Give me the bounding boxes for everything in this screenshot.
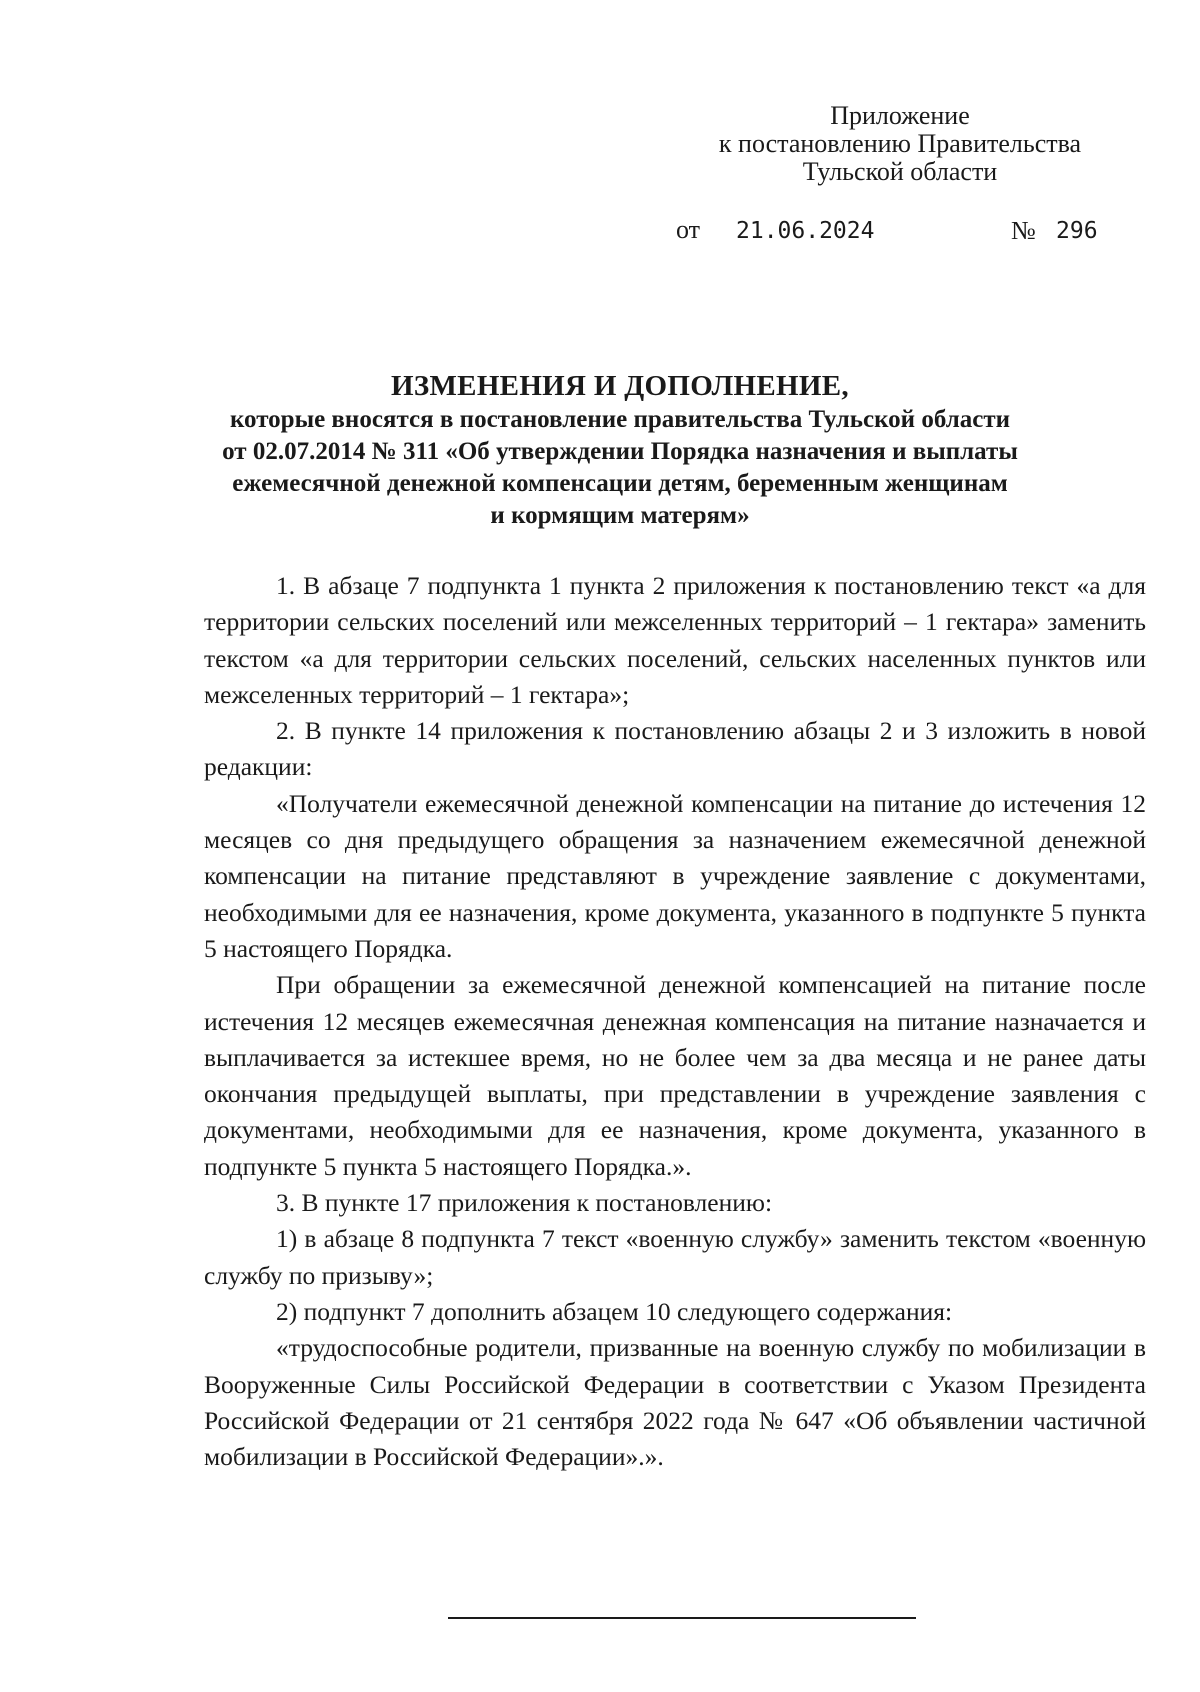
title-subtitle (160, 404, 1080, 532)
title-sub-line: от 02.07.2014 № 311 «Об утверждении Порядка назначения и выплаты (222, 438, 1018, 465)
appendix-line-3: Тульской области (802, 157, 998, 186)
body-paragraph: «Получатели ежемесячной денежной компенсации на питание до истечения 12 месяцев со дня предыдущего обращения за назначением ежемесячной денежной компенсации на питание представляют в учреждение заявление с документами, необходимыми для ее назначения, кроме документа, указанного в подпункте 5 пункта 5 настоящего Порядка. (204, 788, 1146, 963)
number-sign: № (1011, 216, 1036, 245)
document-date: 21.06.2024 (736, 218, 875, 244)
title-sub-line: которые вносятся в постановление правительства Тульской области (229, 406, 1011, 433)
body-paragraph: 2) подпункт 7 дополнить абзацем 10 следующего содержания: (276, 1296, 953, 1326)
title-sub-line: ежемесячной денежной компенсации детям, беременным женщинам (232, 470, 1008, 497)
body-paragraph: «трудоспособные родители, призванные на военную службу по мобилизации в Вооруженные Силы Российской Федерации в соответствии с Указом Президента Российской Федерации от 21 сентября 2022 года № 647 «Об объявлении частичной мобилизации в Российской Федерации».». (204, 1333, 1146, 1472)
end-of-document-rule (448, 1617, 916, 1619)
appendix-line-1: Приложение (830, 101, 970, 130)
body-paragraph: 2. В пункте 14 приложения к постановлению абзацы 2 и 3 изложить в новой редакции: (204, 716, 1146, 782)
body-paragraph: 1. В абзаце 7 подпункта 1 пункта 2 приложения к постановлению текст «а для территории сельских поселений или межселенных территорий – 1 гектара» заменить текстом «а для территории сельских поселений, сельских населенных пунктов или межселенных территорий – 1 гектара»; (204, 571, 1146, 709)
body-paragraph: При обращении за ежемесячной денежной компенсацией на питание после истечения 12 месяцев ежемесячная денежная компенсация на питание назначается и выплачивается за истекшее время, но не более чем за два месяца и не ранее даты окончания предыдущей выплаты, при представлении в учреждение заявления с документами, необходимыми для ее назначения, кроме документа, указанного в подпункте 5 пункта 5 настоящего Порядка.». (204, 970, 1146, 1181)
title-sub-line: и кормящим матерям» (490, 502, 750, 529)
body-paragraph: 3. В пункте 17 приложения к постановлению: (276, 1188, 773, 1218)
document-number: 296 (1056, 218, 1098, 244)
title-main: ИЗМЕНЕНИЯ И ДОПОЛНЕНИЕ, (391, 370, 849, 402)
date-from-label: от (676, 215, 701, 244)
appendix-header (690, 102, 1110, 186)
body-paragraph: 1) в абзаце 8 подпункта 7 текст «военную службу» заменить текстом «военную службу по призыву»; (204, 1224, 1146, 1290)
appendix-line-2: к постановлению Правительства (718, 129, 1082, 158)
document-title (160, 368, 1080, 532)
document-body (204, 568, 1146, 1475)
